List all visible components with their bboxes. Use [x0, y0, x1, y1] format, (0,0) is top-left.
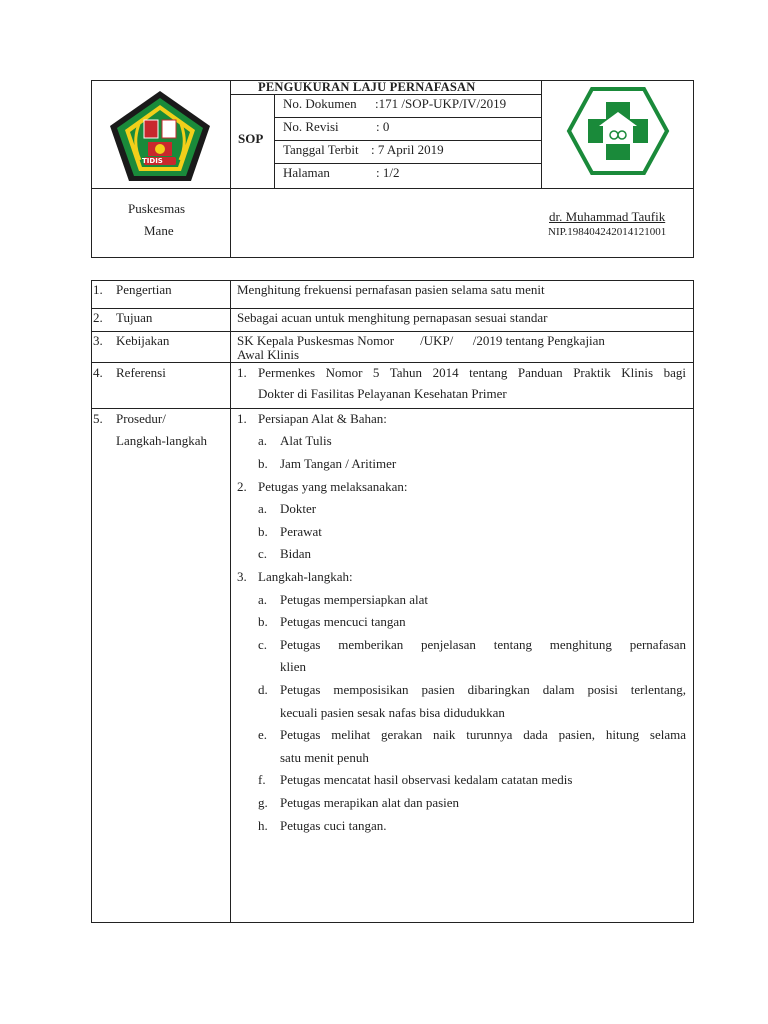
org-name-line1: Puskesmas — [128, 201, 186, 216]
section-2-number: 2. — [93, 310, 103, 325]
list-item-letter: f. — [258, 772, 266, 787]
section-4-text-line2: Dokter di Fasilitas Pelayanan Kesehatan Primer — [258, 386, 507, 401]
sop-label: SOP — [238, 131, 264, 146]
list-item-letter: b. — [258, 524, 268, 539]
signer-nip: NIP.198404242014121001 — [548, 226, 667, 238]
list-item-letter: d. — [258, 682, 268, 697]
list-item: Petugas memposisikan pasien dibaringkan dalam posisi terlentang, — [280, 682, 686, 697]
list-item-letter: h. — [258, 818, 268, 833]
health-cross-logo — [566, 86, 670, 176]
section-1-text: Menghitung frekuensi pernafasan pasien selama satu menit — [237, 282, 545, 297]
list-item-letter: g. — [258, 795, 268, 810]
list-item: Petugas mencatat hasil observasi kedalam catatan medis — [280, 772, 573, 787]
section-4-item-number: 1. — [237, 365, 247, 380]
list-item: Petugas mempersiapkan alat — [280, 592, 429, 607]
list-item: Petugas merapikan alat dan pasien — [280, 795, 460, 810]
revision-value: : 0 — [376, 119, 390, 134]
publish-date-value: : 7 April 2019 — [371, 142, 444, 157]
list-item: Bidan — [280, 546, 312, 561]
list-item-letter: a. — [258, 592, 268, 607]
list-item-letter: e. — [258, 727, 268, 742]
section-1-label: Pengertian — [116, 282, 172, 297]
procedure-group-3-number: 3. — [237, 569, 247, 584]
section-1-number: 1. — [93, 282, 103, 297]
list-item-letter: a. — [258, 501, 268, 516]
page-value: : 1/2 — [376, 165, 400, 180]
emblem-logo-text: TIDIS — [142, 157, 163, 165]
list-item: Petugas memberikan penjelasan tentang menghitung pernafasan — [280, 637, 686, 652]
procedure-group-3-title: Langkah-langkah: — [258, 569, 353, 584]
list-item: Alat Tulis — [280, 433, 332, 448]
org-name-line2: Mane — [144, 223, 174, 238]
section-2-text: Sebagai acuan untuk menghitung pernapasan sesuai standar — [237, 310, 548, 325]
section-5-label-line1: Prosedur/ — [116, 411, 166, 426]
list-item-continuation: klien — [280, 659, 306, 674]
section-5-number: 5. — [93, 411, 103, 426]
list-item-continuation: kecuali pasien sesak nafas bisa didudukkan — [280, 705, 505, 720]
doc-number-label: No. Dokumen — [283, 96, 357, 111]
list-item-letter: b. — [258, 614, 268, 629]
list-item-letter: c. — [258, 637, 268, 652]
list-item-letter: c. — [258, 546, 268, 561]
procedure-group-2-title: Petugas yang melaksanakan: — [258, 479, 408, 494]
procedure-group-2-number: 2. — [237, 479, 247, 494]
puskesmas-emblem-logo — [106, 88, 214, 184]
publish-date-label: Tanggal Terbit — [283, 142, 359, 157]
signer-name: dr. Muhammad Taufik — [549, 209, 666, 224]
list-item-letter: b. — [258, 456, 268, 471]
list-item: Petugas cuci tangan. — [280, 818, 387, 833]
section-3-label: Kebijakan — [116, 333, 170, 348]
doc-number-value: :171 /SOP-UKP/IV/2019 — [375, 96, 507, 111]
list-item: Dokter — [280, 501, 317, 516]
list-item-letter: a. — [258, 433, 268, 448]
list-item: Jam Tangan / Aritimer — [280, 456, 397, 471]
section-3-number: 3. — [93, 333, 103, 348]
section-2-label: Tujuan — [116, 310, 153, 325]
section-4-label: Referensi — [116, 365, 166, 380]
revision-label: No. Revisi — [283, 119, 339, 134]
section-3-text-line2: Awal Klinis — [237, 347, 299, 362]
section-4-number: 4. — [93, 365, 103, 380]
page-label: Halaman — [283, 165, 330, 180]
list-item: Petugas melihat gerakan naik turunnya dada pasien, hitung selama — [280, 727, 686, 742]
list-item: Petugas mencuci tangan — [280, 614, 406, 629]
procedure-group-1-number: 1. — [237, 411, 247, 426]
list-item: Perawat — [280, 524, 322, 539]
section-5-label-line2: Langkah-langkah — [116, 433, 207, 448]
section-4-text-line1: Permenkes Nomor 5 Tahun 2014 tentang Panduan Praktik Klinis bagi — [258, 365, 686, 380]
document-title: PENGUKURAN LAJU PERNAFASAN — [258, 80, 476, 94]
section-3-text-line1: SK Kepala Puskesmas Nomor /UKP/ /2019 tentang Pengkajian — [237, 333, 605, 348]
list-item-continuation: satu menit penuh — [280, 750, 369, 765]
procedure-group-1-title: Persiapan Alat & Bahan: — [258, 411, 387, 426]
